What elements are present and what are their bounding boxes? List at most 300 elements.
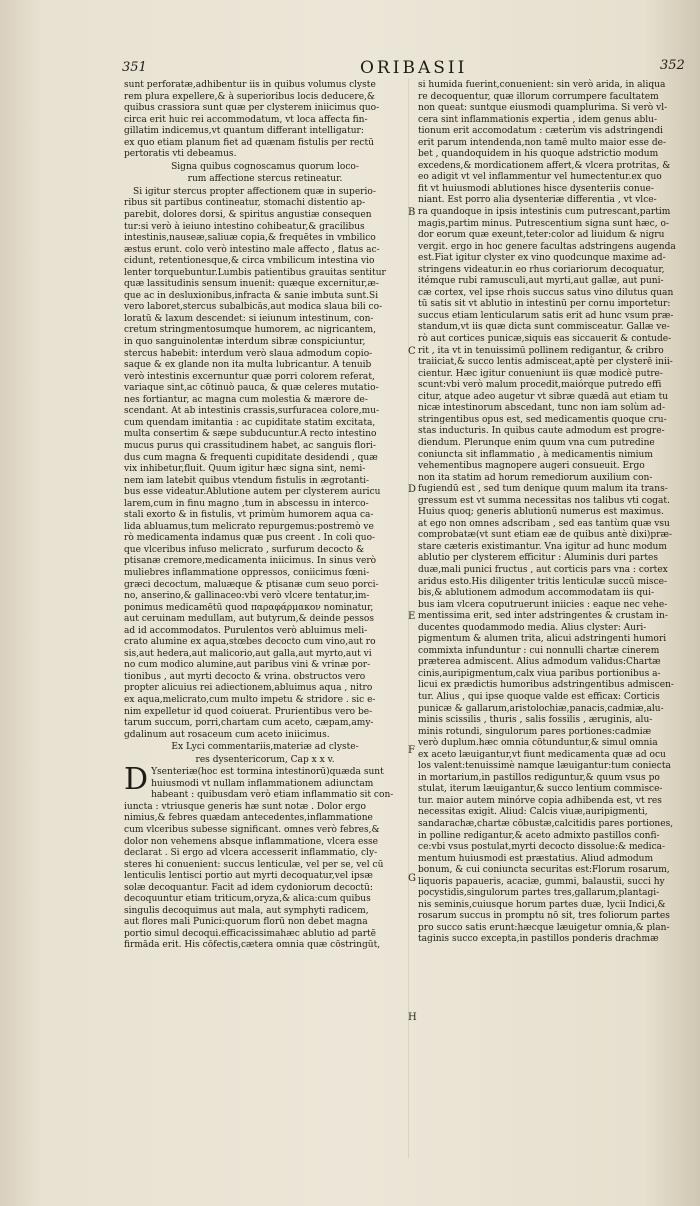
text-line (124, 626, 406, 638)
text-line (418, 623, 700, 635)
text-line (124, 660, 406, 672)
line-text: steres hi conuenient: succus lenticulæ, vel per se, vel cū (124, 859, 384, 870)
text-line (124, 222, 406, 234)
text-line (418, 415, 700, 427)
line-text: tionibus , aut myrti decocto & vrina. obstructos vero (124, 671, 366, 682)
text-line (124, 383, 406, 395)
line-text: larem,cum in finu magno ,tum in abscessu in interco- (124, 498, 369, 509)
text-line (418, 115, 700, 127)
line-text: at ego non omnes adscribam , sed eas tantùm quæ vsu (418, 518, 670, 529)
line-text: dolor non vehemens absque inflammatione, vlcera esse (124, 836, 378, 847)
text-line (124, 790, 406, 802)
text-line (418, 461, 700, 473)
text-line (418, 473, 700, 485)
line-text: Si igitur stercus propter affectionem quæ in superio- (133, 186, 376, 197)
text-line (124, 929, 406, 941)
line-text: stas inducturis. In quibus caute admodum est progre- (418, 426, 665, 437)
text-line (124, 92, 406, 104)
text-line (418, 253, 700, 265)
text-line (418, 577, 700, 589)
text-line (124, 568, 406, 580)
line-text: nes fortiantur, ac magna cum molestia & mærore de- (124, 394, 368, 405)
line-text: intestinis,nauseæ,saliuæ copia,& frequētes in vmbilico (124, 233, 376, 244)
text-line (124, 395, 406, 407)
line-text: multa consertim & sæpe subducuntur.A recto intestino (124, 429, 377, 440)
line-text: cretum stringmentosumque humorem, ac nigricantem, (124, 325, 376, 336)
line-text: aut flores mali Punici:quorum florū non debet magna (124, 917, 368, 928)
text-line (124, 556, 406, 568)
line-text: rosarum succus in promptu nō sit, tres foliorum partes (418, 911, 670, 922)
text-line (418, 750, 700, 762)
line-text: ducentes quodammodo media. Alius clyster: Auri- (418, 622, 647, 633)
line-text: comprobatæ(vt sunt etiam eæ de quibus antè dixi)præ- (418, 530, 673, 541)
text-line (418, 207, 700, 219)
text-line (418, 230, 700, 242)
line-text: traiiciat,& succo lentis admisceat,aptè per clysterē inii- (418, 357, 673, 368)
text-line (418, 299, 700, 311)
line-text: bet , quandoquidem in his quoque adstrictio modum (418, 149, 659, 160)
margin-letter-c: C (408, 346, 416, 357)
text-line (124, 499, 406, 511)
line-text: minis scissilis , thuris , salis fossilis , æruginis, alu- (418, 715, 653, 726)
text-line (418, 426, 700, 438)
page-header (0, 58, 700, 80)
text-line (418, 80, 700, 92)
text-line (418, 565, 700, 577)
text-line (418, 807, 700, 819)
line-text: tur:si verò à ieiuno intestino cohibeatur,& gracilibus (124, 221, 365, 232)
line-text: aut ceruinam medullam, aut butyrum,& deinde pessos (124, 614, 374, 625)
line-text: cinis,auripigmentum,calx viua paribus portionibus a- (418, 668, 661, 679)
text-line (124, 138, 406, 150)
line-text: bus iam vlcera coputruerunt iniicies : eaque nec vehe- (418, 599, 668, 610)
line-text: non queat: suntque eiusmodi quamplurima. Si verò vl- (418, 103, 668, 114)
text-line (418, 611, 700, 623)
text-line (124, 149, 406, 161)
line-text: crato alumine ex aqua,stœbes decocto cum vino,aut ro (124, 637, 376, 648)
text-line (124, 813, 406, 825)
text-line (124, 825, 406, 837)
text-line (418, 380, 700, 392)
line-text: dor eorum quæ exeunt,teter:color ad liuidum & nigru (418, 230, 665, 241)
line-text: loratū & laxum descendet: si ieiunum intestinum, con- (124, 313, 374, 324)
text-line (418, 911, 700, 923)
text-line (418, 369, 700, 381)
line-text: stali exorto & in fistulis, vt primùm humorem aqua ca- (124, 510, 374, 521)
line-text: quæ lassitudinis sensum inuenit: quæque excernitur,æ- (124, 279, 379, 290)
line-text: gdalinum aut rosaceum cum aceto iniicimus. (124, 729, 330, 740)
text-line (418, 161, 700, 173)
page-number-right: 352 (660, 58, 685, 73)
line-text: firmāda erit. His cōfectis,cætera omnia quæ cōstringūt, (124, 940, 381, 951)
text-line (124, 349, 406, 361)
line-text: huiusmodi vt nullam inflammationem adiunctam (151, 778, 374, 789)
running-title: ORIBASII (360, 58, 468, 78)
text-line (418, 138, 700, 150)
text-line (124, 268, 406, 280)
line-text: minis rotundi, singulorum pares portiones:cadmiæ (418, 726, 652, 737)
text-line (124, 406, 406, 418)
line-text: eo adigit vt vel inflammentur vel humectentur.ex quo (418, 172, 662, 183)
text-line (418, 877, 700, 889)
line-text: rò medicamenta indamus quæ pus creent . In coli quo- (124, 533, 376, 544)
text-line (124, 441, 406, 453)
text-line (418, 149, 700, 161)
text-line (124, 245, 406, 257)
margin-letter-b: B (408, 207, 416, 218)
line-text: stringentibus opus est, sed medicamentis quoque cru- (418, 414, 667, 425)
text-line (418, 738, 700, 750)
text-line (418, 265, 700, 277)
text-line (418, 334, 700, 346)
text-line (418, 195, 700, 207)
text-line (418, 819, 700, 831)
line-text: lenticulis lentisci portio aut myrti decoquatur,vel ipsæ (124, 871, 373, 882)
text-line (124, 453, 406, 465)
text-line (124, 314, 406, 326)
line-text: æstus erunt. colo verò intestino male affecto , flatus ac- (124, 244, 380, 255)
line-text: itémque rubi ramusculi,aut myrti,aut gallæ, aut puni- (418, 276, 664, 287)
line-text: punicæ & gallarum,aristolochiæ,panacis,cadmiæ,alu- (418, 703, 664, 714)
text-line (418, 322, 700, 334)
line-text: stringens videatur.in eo rhus coriariorum decoquatur, (418, 264, 665, 275)
text-line (124, 126, 406, 138)
text-line (124, 510, 406, 522)
line-text: Huius quoq; generis ablutionū numerus est maximus. (418, 507, 664, 518)
line-text: græci decoctum, maluæque & ptisanæ cum seuo porci- (124, 579, 379, 590)
line-text: niant. Est porro alia dysenteriæ differentia , vt vlce- (418, 195, 657, 206)
line-text: tionum erit accomodatum : cæterùm vis adstringendi (418, 126, 664, 137)
text-line (418, 242, 700, 254)
line-text: lenter torquebuntur.Lumbis patientibus grauitas sentitur (124, 267, 386, 278)
line-text: si humida fuerint,conuenient: sin verò arida, in aliqua (418, 80, 666, 90)
text-line (418, 761, 700, 773)
right-column (418, 80, 700, 946)
text-line (418, 692, 700, 704)
margin-letter-e: E (408, 611, 416, 622)
text-line (418, 184, 700, 196)
line-text: nis seminis,cuiusque horum partes duæ, lycii Indici,& (418, 899, 666, 910)
line-text: que ac in desluxionibus,infracta & sanie imbuta sunt.Si (124, 290, 379, 301)
margin-letter-h: H (408, 1012, 417, 1023)
text-line (124, 187, 406, 199)
text-line (418, 311, 700, 323)
line-text: præterea admiscent. Alius admodum validus:Chartæ (418, 657, 661, 668)
line-text: in polline redigantur,& aceto admixto pastillos confi- (418, 830, 660, 841)
line-text: pertoratis vti debeamus. (124, 149, 237, 160)
line-text: commixta infunduntur : cui nonnulli chartæ cinerem (418, 645, 660, 656)
line-text: tur. maior autem minórve copia adhibenda est, vt res (418, 795, 662, 806)
line-text: pocystidis,singulorum partes tres,gallarum,plantagi- (418, 888, 660, 899)
line-text: verò duplum.hæc omnia cōtunduntur,& simul omnia (418, 738, 658, 749)
text-line (418, 888, 700, 900)
text-line (124, 580, 406, 592)
text-line (418, 126, 700, 138)
text-line (418, 854, 700, 866)
text-line (418, 392, 700, 404)
line-text: pigmentum & alumen trita, alicui adstringenti humori (418, 634, 667, 645)
page-number-left: 351 (122, 60, 147, 75)
text-line (124, 476, 406, 488)
line-text: aridus esto.His diligenter tritis lenticulæ succū misce- (418, 576, 668, 587)
chapter-heading-line (124, 742, 406, 754)
text-line (124, 837, 406, 849)
line-text: circa erit huic rei accommodatum, vt loca affecta fin- (124, 114, 368, 125)
text-line (418, 900, 700, 912)
line-text: ponimus medicamētū quod παραφάρμακον nominatur, (124, 602, 374, 613)
text-line (124, 894, 406, 906)
line-text: vehementibus magnopere augeri consueuit. Ergo (418, 461, 645, 472)
text-line (418, 796, 700, 808)
left-column (124, 80, 406, 952)
line-text: duæ,mali punici fructus , aut corticis pars vna : cortex (418, 564, 668, 575)
line-text: stercus habebit: interdum verò slaua admodum copio- (124, 348, 373, 359)
line-text: Ysenteriæ(hoc est tormina intestinorū)quæda sunt (151, 767, 384, 778)
text-line (124, 695, 406, 707)
text-line (124, 80, 406, 92)
chapter-heading-line (124, 162, 406, 174)
text-line (418, 842, 700, 854)
line-text: ex aceto læuigantur,vt fiunt medicamenta quæ ad ocu (418, 749, 666, 760)
text-line (124, 522, 406, 534)
text-line (418, 727, 700, 739)
line-text: ad id accommodatos. Purulentos verò abluimus meli- (124, 625, 368, 636)
text-line (418, 403, 700, 415)
line-text: fit vt huiusmodi ablutiones hisce dysenteriis conue- (418, 183, 654, 194)
line-text: magis,partim minus. Putrescentium signa sunt hæc, o- (418, 218, 669, 229)
line-text: rem plura expellere,& à superioribus locis deducere,& (124, 91, 375, 102)
line-text: succus etiam lenticularum satis erit ad hunc vsum præ- (418, 310, 674, 321)
line-text: mentum huiusmodi est præstatius. Aliud admodum (418, 853, 654, 864)
line-text: coniuncta sit inflammatio , à medicamentis nimium (418, 449, 653, 460)
chapter-heading-line (124, 755, 406, 767)
text-line (418, 438, 700, 450)
line-text: saque & ex glande non ita multa lubricantur. A tenuib (124, 360, 372, 371)
text-line (418, 773, 700, 785)
text-line (124, 372, 406, 384)
text-line (418, 276, 700, 288)
text-line (124, 649, 406, 661)
line-text: sis,aut hedera,aut malicorio,aut galla,aut myrto,aut vi (124, 648, 372, 659)
line-text: tur. Alius , qui ipse quoque valde est efficax: Corticis (418, 691, 660, 702)
line-text: liquoris papaueris, acaciæ, gummi, balaustii, succi hy (418, 876, 665, 887)
line-text: no cum modico alumine,aut paribus vini & vrinæ por- (124, 660, 371, 671)
line-text: scunt:vbi verò malum procedit,maiórque putredo effi (418, 380, 662, 391)
text-line (124, 233, 406, 245)
text-line (124, 291, 406, 303)
line-text: citur, atque adeo augetur vt sibræ quædā aut etiam tu (418, 391, 669, 402)
text-line (124, 614, 406, 626)
chapter-heading-line (124, 174, 406, 186)
text-line (418, 92, 700, 104)
line-text: gillatim indicemus,vt quantum differant intelligatur: (124, 126, 364, 137)
line-text: scendant. At ab intestinis crassis,surfuracea colore,mu- (124, 406, 380, 417)
line-text: verò intestinis excernuntur quæ porri colorem referat, (124, 371, 375, 382)
line-text: decoquuntur etiam triticum,oryza,& alica:cum quibus (124, 894, 371, 905)
text-line (124, 533, 406, 545)
text-line (124, 802, 406, 814)
line-text: ablutio per clysterem efficitur : Aluminis duri partes (418, 553, 658, 564)
text-line (418, 634, 700, 646)
text-line (418, 923, 700, 935)
text-line (124, 603, 406, 615)
text-line (124, 730, 406, 742)
line-text: stare cæteris existimantur. Vna igitur ad hunc modum (418, 541, 667, 552)
line-text: bus esse videatur.Ablutione autem per clysterem auricu (124, 487, 381, 498)
line-text: mentissima erit, sed inter adstringentes & crustam in- (418, 611, 668, 622)
line-text: re decoquentur, quæ illorum corrumpere facultatem (418, 91, 659, 102)
line-text: pro succo satis erunt:hæcque læuigetur omnia,& plan- (418, 922, 670, 933)
text-line (418, 346, 700, 358)
text-line (124, 637, 406, 649)
line-text: singulis decoquimus aut mala, aut symphyti radicem, (124, 905, 369, 916)
text-line (124, 429, 406, 441)
text-line (124, 360, 406, 372)
text-line (124, 779, 406, 791)
text-line (124, 418, 406, 430)
text-line (418, 646, 700, 658)
line-text: Signa quibus cognoscamus quorum loco- (171, 161, 359, 172)
text-line (418, 530, 700, 542)
text-line (418, 542, 700, 554)
line-text: los valent:tenuissimè namque læuigantur:tum coniecta (418, 761, 671, 772)
line-text: cum vlceribus subesse significant. omnes verò febres,& (124, 825, 380, 835)
line-text: stulat, iterum læuigantur,& succo lentium commisce- (418, 784, 663, 795)
text-line (124, 487, 406, 499)
text-line (124, 718, 406, 730)
text-line (124, 672, 406, 684)
text-line (418, 103, 700, 115)
text-line (418, 450, 700, 462)
line-text: cæ cortex, vel ipse rhois succus satus vino dilutus quan (418, 287, 674, 298)
text-line (418, 680, 700, 692)
line-text: nem iam latebit quibus vtendum fistulis in ægrotanti- (124, 475, 370, 486)
text-line (124, 940, 406, 952)
text-line (124, 883, 406, 895)
line-text: fugiendū est , sed tum denique quum malum ita trans- (418, 484, 668, 495)
line-text: dus cum magna & frequenti cupiditate desidendi , quæ (124, 452, 378, 463)
line-text: portio simul decoqui.efficacissimahæc ablutio ad partē (124, 928, 377, 939)
line-text: propter alicuius rei adiectionem,abluimus aqua , nitro (124, 683, 373, 694)
line-text: in mortarium,in pastillos rediguntur,& quum vsus po (418, 772, 660, 783)
line-text: nicæ intestinorum abscedant, tunc non iam solùm ad- (418, 403, 666, 414)
line-text: nimius,& febres quædam antecedentes,inflammatione (124, 813, 373, 824)
line-text: standum,vt iis quæ dicta sunt commisceatur. Gallæ ve- (418, 322, 670, 333)
text-line (418, 357, 700, 369)
text-line (124, 871, 406, 883)
line-text: cidunt, retentionesque,& circa vmbilicum intestina vio (124, 256, 375, 267)
line-text: non ita statim ad horum remediorum auxilium con- (418, 472, 653, 483)
text-line (124, 906, 406, 918)
text-line (418, 507, 700, 519)
line-text: taginis succo excepta,in pastillos ponderis drachmæ (418, 934, 659, 945)
text-line (124, 591, 406, 603)
line-text: tarum succum, porri,chartam cum aceto, cæpam,amy- (124, 718, 374, 729)
text-line (418, 588, 700, 600)
text-line (418, 704, 700, 716)
text-line (124, 325, 406, 337)
line-text: in quo sanguinolentæ interdum sibræ conspiciuntur, (124, 337, 366, 348)
line-text: rum affectione stercus retineatur. (187, 174, 343, 185)
line-text: parebit, dolores dorsi, & spiritus angustiæ consequen (124, 210, 372, 221)
text-line (124, 279, 406, 291)
text-line (418, 288, 700, 300)
text-line (124, 115, 406, 127)
line-text: ptisanæ cremore,medicamenta iniicimus. In sinus verò (124, 556, 377, 567)
margin-letter-f: F (408, 745, 415, 756)
drop-cap-letter: D (124, 762, 149, 798)
line-text: vergit. ergo in hoc genere facultas adstringens augenda (418, 241, 676, 252)
line-text: vix inhibetur,fluit. Quum igitur hæc signa sint, nemi- (124, 464, 366, 475)
text-line (124, 860, 406, 872)
text-line (418, 219, 700, 231)
line-text: variaque sint,ac cōtinuò pauca, & quæ celeres mutatio- (124, 383, 379, 394)
line-text: Ex Lyci commentariis,materiæ ad clyste- (171, 742, 359, 753)
text-line (418, 553, 700, 565)
text-line (418, 934, 700, 946)
line-text: excedens,& mordicationem affert,& vlcera protritas, & (418, 160, 671, 171)
text-line (418, 865, 700, 877)
text-line (124, 545, 406, 557)
line-text: cum quendam imitantia : ac cupiditate statim excitata, (124, 417, 376, 428)
line-text: habeant : quibusdam verò etiam inflammatio sit con- (151, 790, 394, 801)
line-text: no, anserino,& gallinaceo:vbi verò vlcere tentatur,im- (124, 591, 370, 602)
line-text: mucus purus qui crassitudinem habet, ac sanguis flori- (124, 440, 376, 451)
line-text: sunt perforatæ,adhibentur iis in quibus volumus clyste (124, 80, 376, 90)
line-text: ra quandoque in ipsis intestinis cum putrescant,partim (418, 207, 671, 218)
line-text: muliebres inflammatione oppressos, coniicimus fœni- (124, 567, 370, 578)
text-line (124, 917, 406, 929)
line-text: declarat . Si ergo ad vlcera accesserit inflammatio, cly- (124, 848, 378, 859)
line-text: cera sint inflammationis expertia , idem genus ablu- (418, 114, 658, 125)
text-line (124, 103, 406, 115)
line-text: diendum. Plerunque enim quum vna cum putredine (418, 437, 655, 448)
text-line (418, 669, 700, 681)
line-text: tū satis sit vt ablutio in intestinū per cornu importetur: (418, 299, 671, 310)
text-line (418, 831, 700, 843)
text-line (124, 337, 406, 349)
line-text: est.Fiat igitur clyster ex vino quodcunque maxime ad- (418, 253, 666, 264)
line-text: rò aut cortices punicæ,siquis eas siccauerit & contude- (418, 334, 672, 345)
line-text: lida abluamus,tum melicrato repurgemus:postremò ve (124, 521, 374, 532)
text-line (418, 600, 700, 612)
line-text: quibus crassiora sunt quæ per clysterem iniicimus quo- (124, 103, 380, 114)
line-text: bis,& ablutionem admodum accommodatam iis qui- (418, 588, 655, 599)
text-line (124, 256, 406, 268)
line-text: bonum, & cui coniuncta securitas est:Florum rosarum, (418, 865, 670, 876)
margin-letter-g: G (408, 873, 416, 884)
text-line (418, 657, 700, 669)
line-text: erit parum intendenda,non tamē multo maior esse de- (418, 137, 667, 148)
text-line (418, 715, 700, 727)
line-text: ex aqua,melicrato,cum multo impetu & stridore . sic e- (124, 694, 376, 705)
line-text: nim expelletur id quod coiuerat. Prurientibus vero be- (124, 706, 373, 717)
line-text: sandarachæ,chartæ cōbustæ,calcitidis pares portiones, (418, 819, 674, 829)
text-line (124, 707, 406, 719)
text-line (124, 302, 406, 314)
text-line (418, 496, 700, 508)
line-text: iuncta : vtriusque generis hæ sunt notæ . Dolor ergo (124, 801, 366, 812)
line-text: cientur. Hæc igitur conueniunt iis quæ modicè putre- (418, 368, 663, 379)
text-line (124, 683, 406, 695)
text-line (418, 172, 700, 184)
margin-letter-d: D (408, 484, 417, 495)
text-line (124, 464, 406, 476)
line-text: res dysentericorum, Cap x x v. (195, 754, 335, 765)
line-text: vero laboret,stercus subalbicās,aut modica slaua bili co- (124, 302, 383, 313)
text-line (418, 784, 700, 796)
line-text: licui ex prædictis humoribus adstringentibus admiscen- (418, 680, 674, 691)
